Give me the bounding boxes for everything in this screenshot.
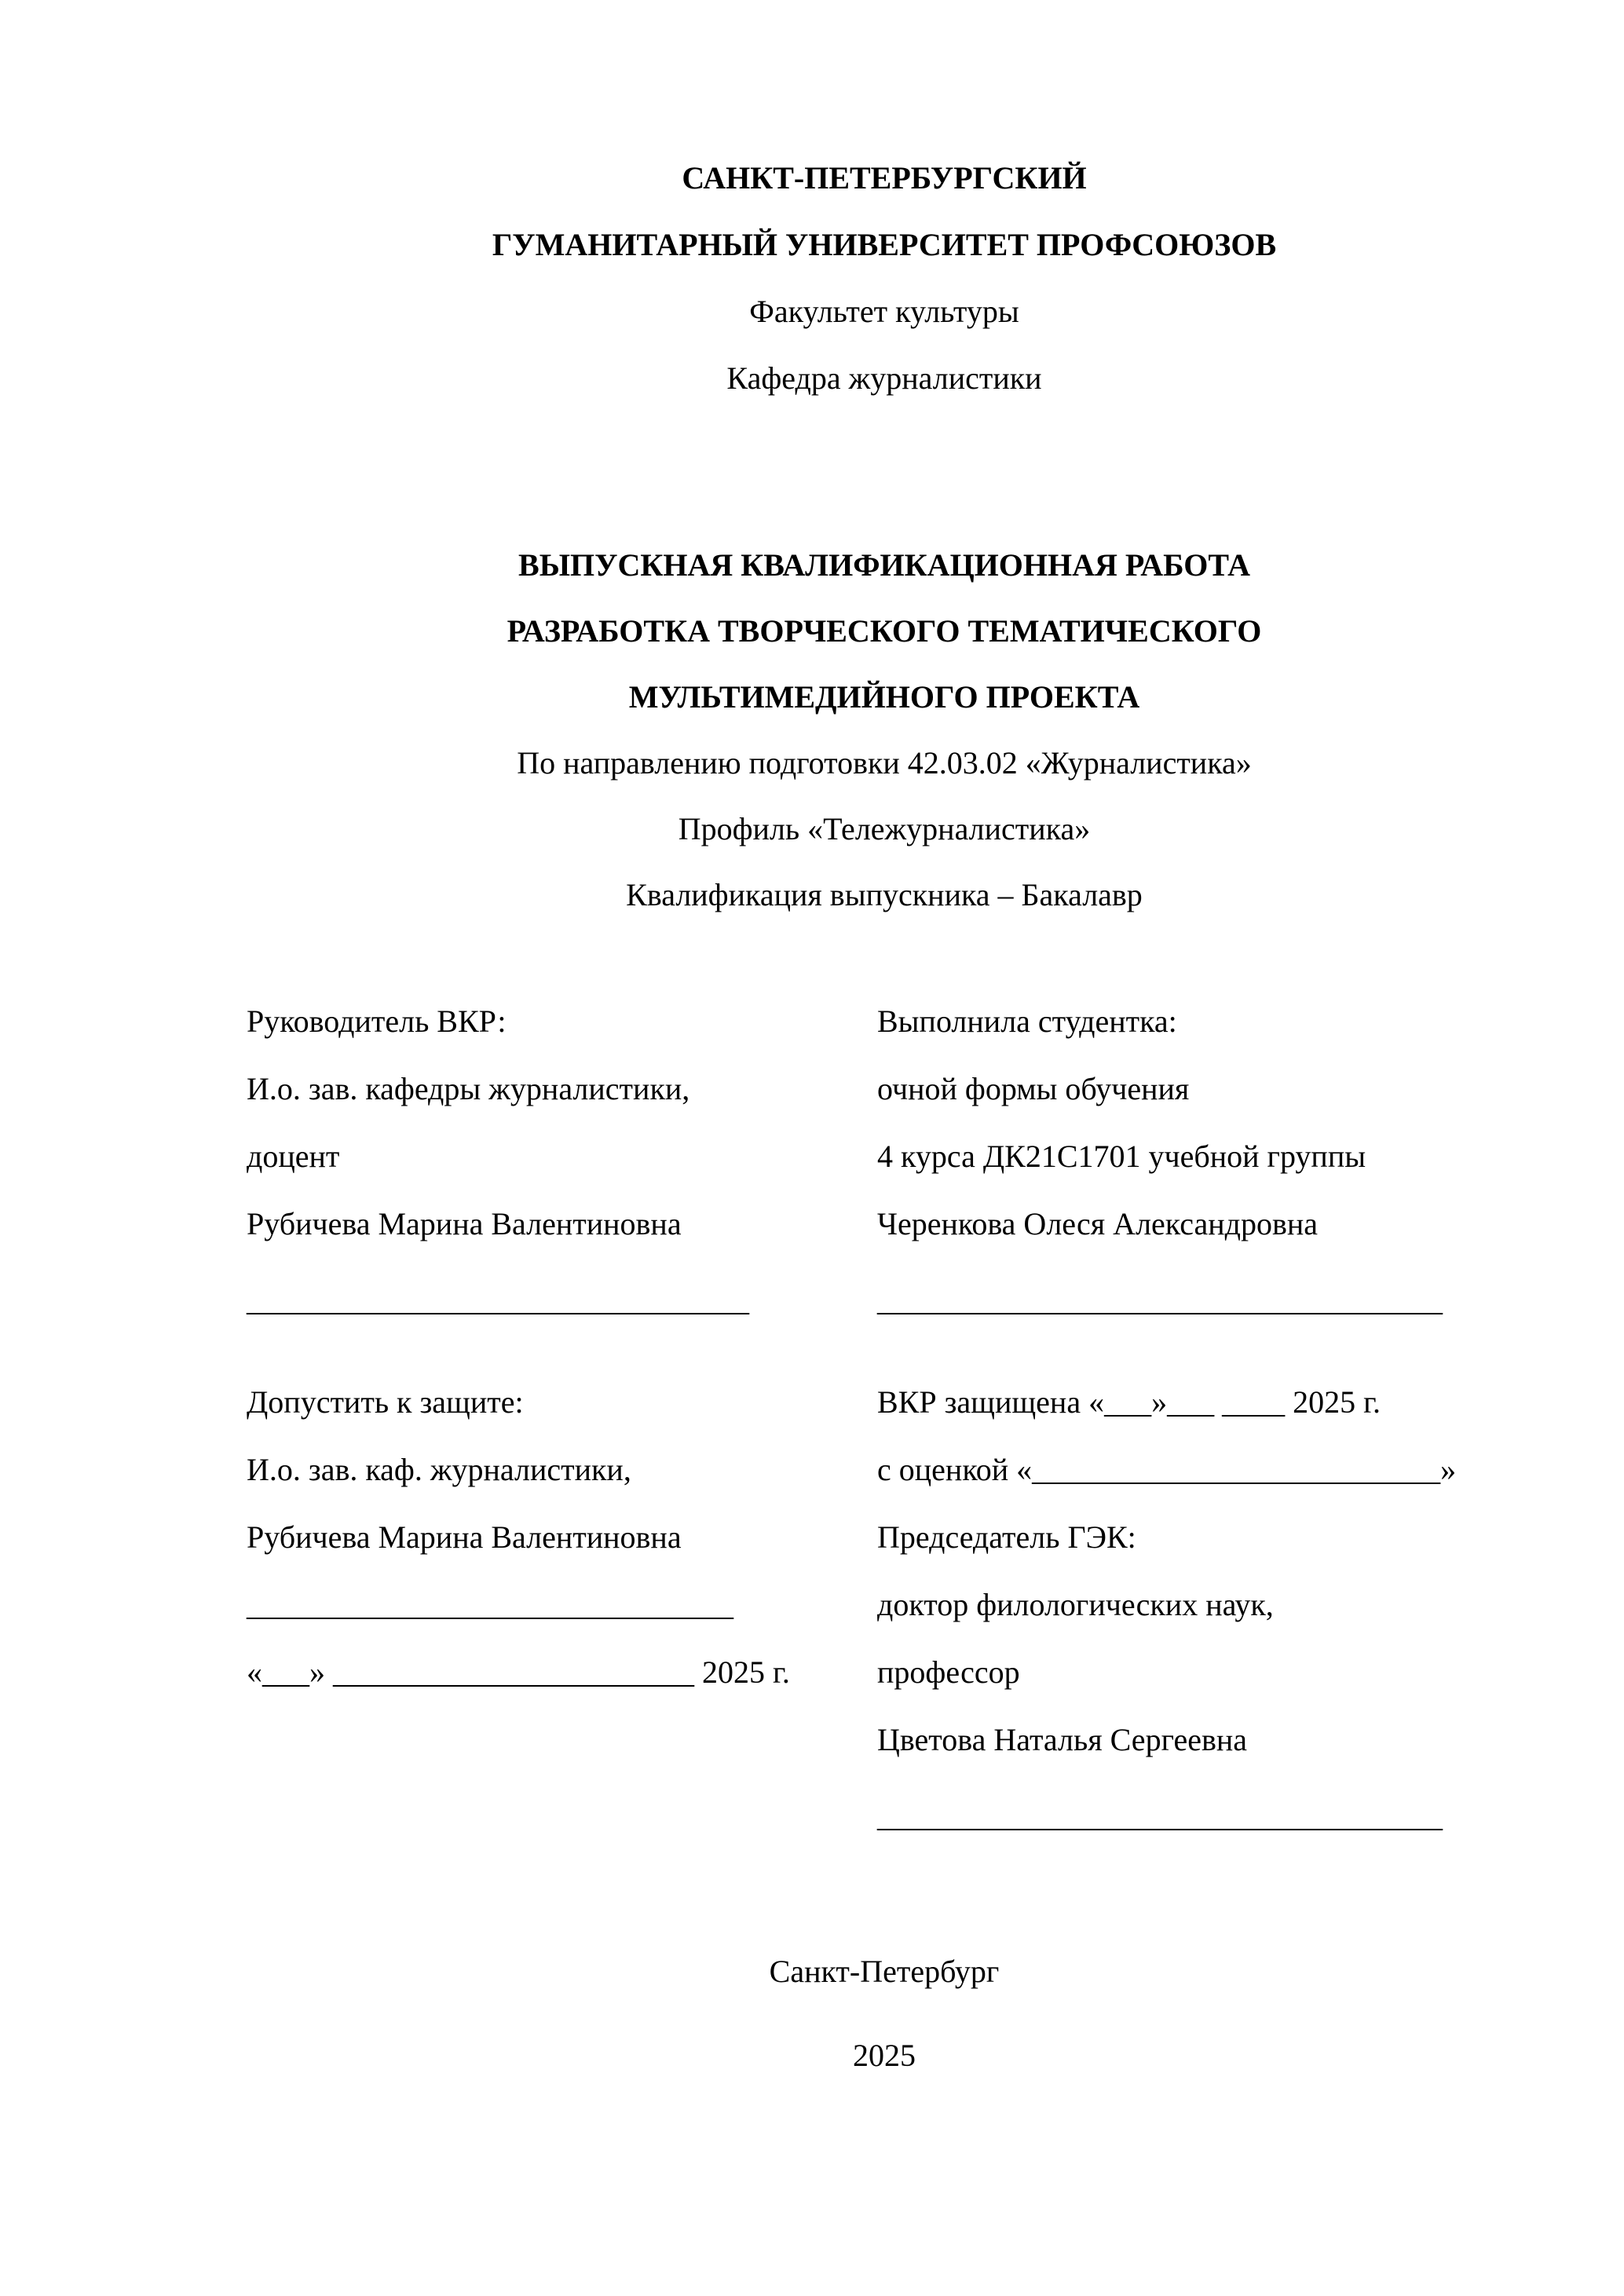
university-name-line2: ГУМАНИТАРНЫЙ УНИВЕРСИТЕТ ПРОФСОЮЗОВ xyxy=(492,227,1277,262)
chair-heading: Председатель ГЭК: xyxy=(877,1519,1136,1555)
defense-block xyxy=(877,1369,1522,1850)
admission-heading: Допустить к защите: xyxy=(247,1384,524,1420)
defense-grade-line: с оценкой «__________________________» xyxy=(877,1452,1457,1487)
qualification-line: Квалификация выпускника – Бакалавр xyxy=(626,877,1143,912)
defense-defended-line: ВКР защищена «___»___ ____ 2025 г. xyxy=(877,1384,1381,1420)
right-column xyxy=(877,988,1522,1850)
profile-line: Профиль «Тележурналистика» xyxy=(678,811,1091,846)
supervisor-position-line2: доцент xyxy=(247,1139,340,1174)
student-group: 4 курса ДК21С1701 учебной группы xyxy=(877,1139,1366,1174)
student-name: Черенкова Олеся Александровна xyxy=(877,1206,1319,1241)
supervisor-role: Руководитель ВКР: xyxy=(247,1004,507,1039)
student-block xyxy=(877,988,1522,1334)
work-type-line: ВЫПУСКНАЯ КВАЛИФИКАЦИОННАЯ РАБОТА xyxy=(518,547,1250,583)
student-heading: Выполнила студентка: xyxy=(877,1004,1177,1039)
work-title-line1: РАЗРАБОТКА ТВОРЧЕСКОГО ТЕМАТИЧЕСКОГО xyxy=(507,613,1262,649)
chair-name: Цветова Наталья Сергеевна xyxy=(877,1722,1247,1757)
university-header xyxy=(247,144,1522,411)
left-column xyxy=(247,988,877,1706)
supervisor-block xyxy=(247,988,877,1334)
chair-signature-line: ____________________________________ xyxy=(877,1798,1443,1834)
chair-rank: профессор xyxy=(877,1654,1020,1690)
admission-block xyxy=(247,1369,877,1706)
admission-date-line: «___» _______________________ 2025 г. xyxy=(247,1654,790,1690)
department-line: Кафедра журналистики xyxy=(726,360,1042,396)
supervisor-position-line1: И.о. зав. кафедры журналистики, xyxy=(247,1071,690,1106)
student-signature-line: ____________________________________ xyxy=(877,1282,1443,1318)
footer-city: Санкт-Петербург xyxy=(769,1954,1000,1989)
student-study-form: очной формы обучения xyxy=(877,1071,1190,1106)
program-line: По направлению подготовки 42.03.02 «Журналистика» xyxy=(517,745,1252,781)
supervisor-signature-line: ________________________________ xyxy=(247,1282,749,1318)
admission-signature-line: _______________________________ xyxy=(247,1587,733,1622)
chair-degree: доктор филологических наук, xyxy=(877,1587,1274,1622)
title-block xyxy=(247,532,1522,928)
footer-year: 2025 xyxy=(853,2038,916,2073)
admission-name: Рубичева Марина Валентиновна xyxy=(247,1519,682,1555)
signatures-section xyxy=(247,988,1522,1850)
faculty-line: Факультет культуры xyxy=(749,294,1019,329)
supervisor-name: Рубичева Марина Валентиновна xyxy=(247,1206,682,1241)
university-name-line1: САНКТ-ПЕТЕРБУРГСКИЙ xyxy=(682,160,1087,196)
footer-block xyxy=(247,1939,1522,2089)
work-title-line2: МУЛЬТИМЕДИЙНОГО ПРОЕКТА xyxy=(628,679,1140,715)
admission-position: И.о. зав. каф. журналистики, xyxy=(247,1452,631,1487)
